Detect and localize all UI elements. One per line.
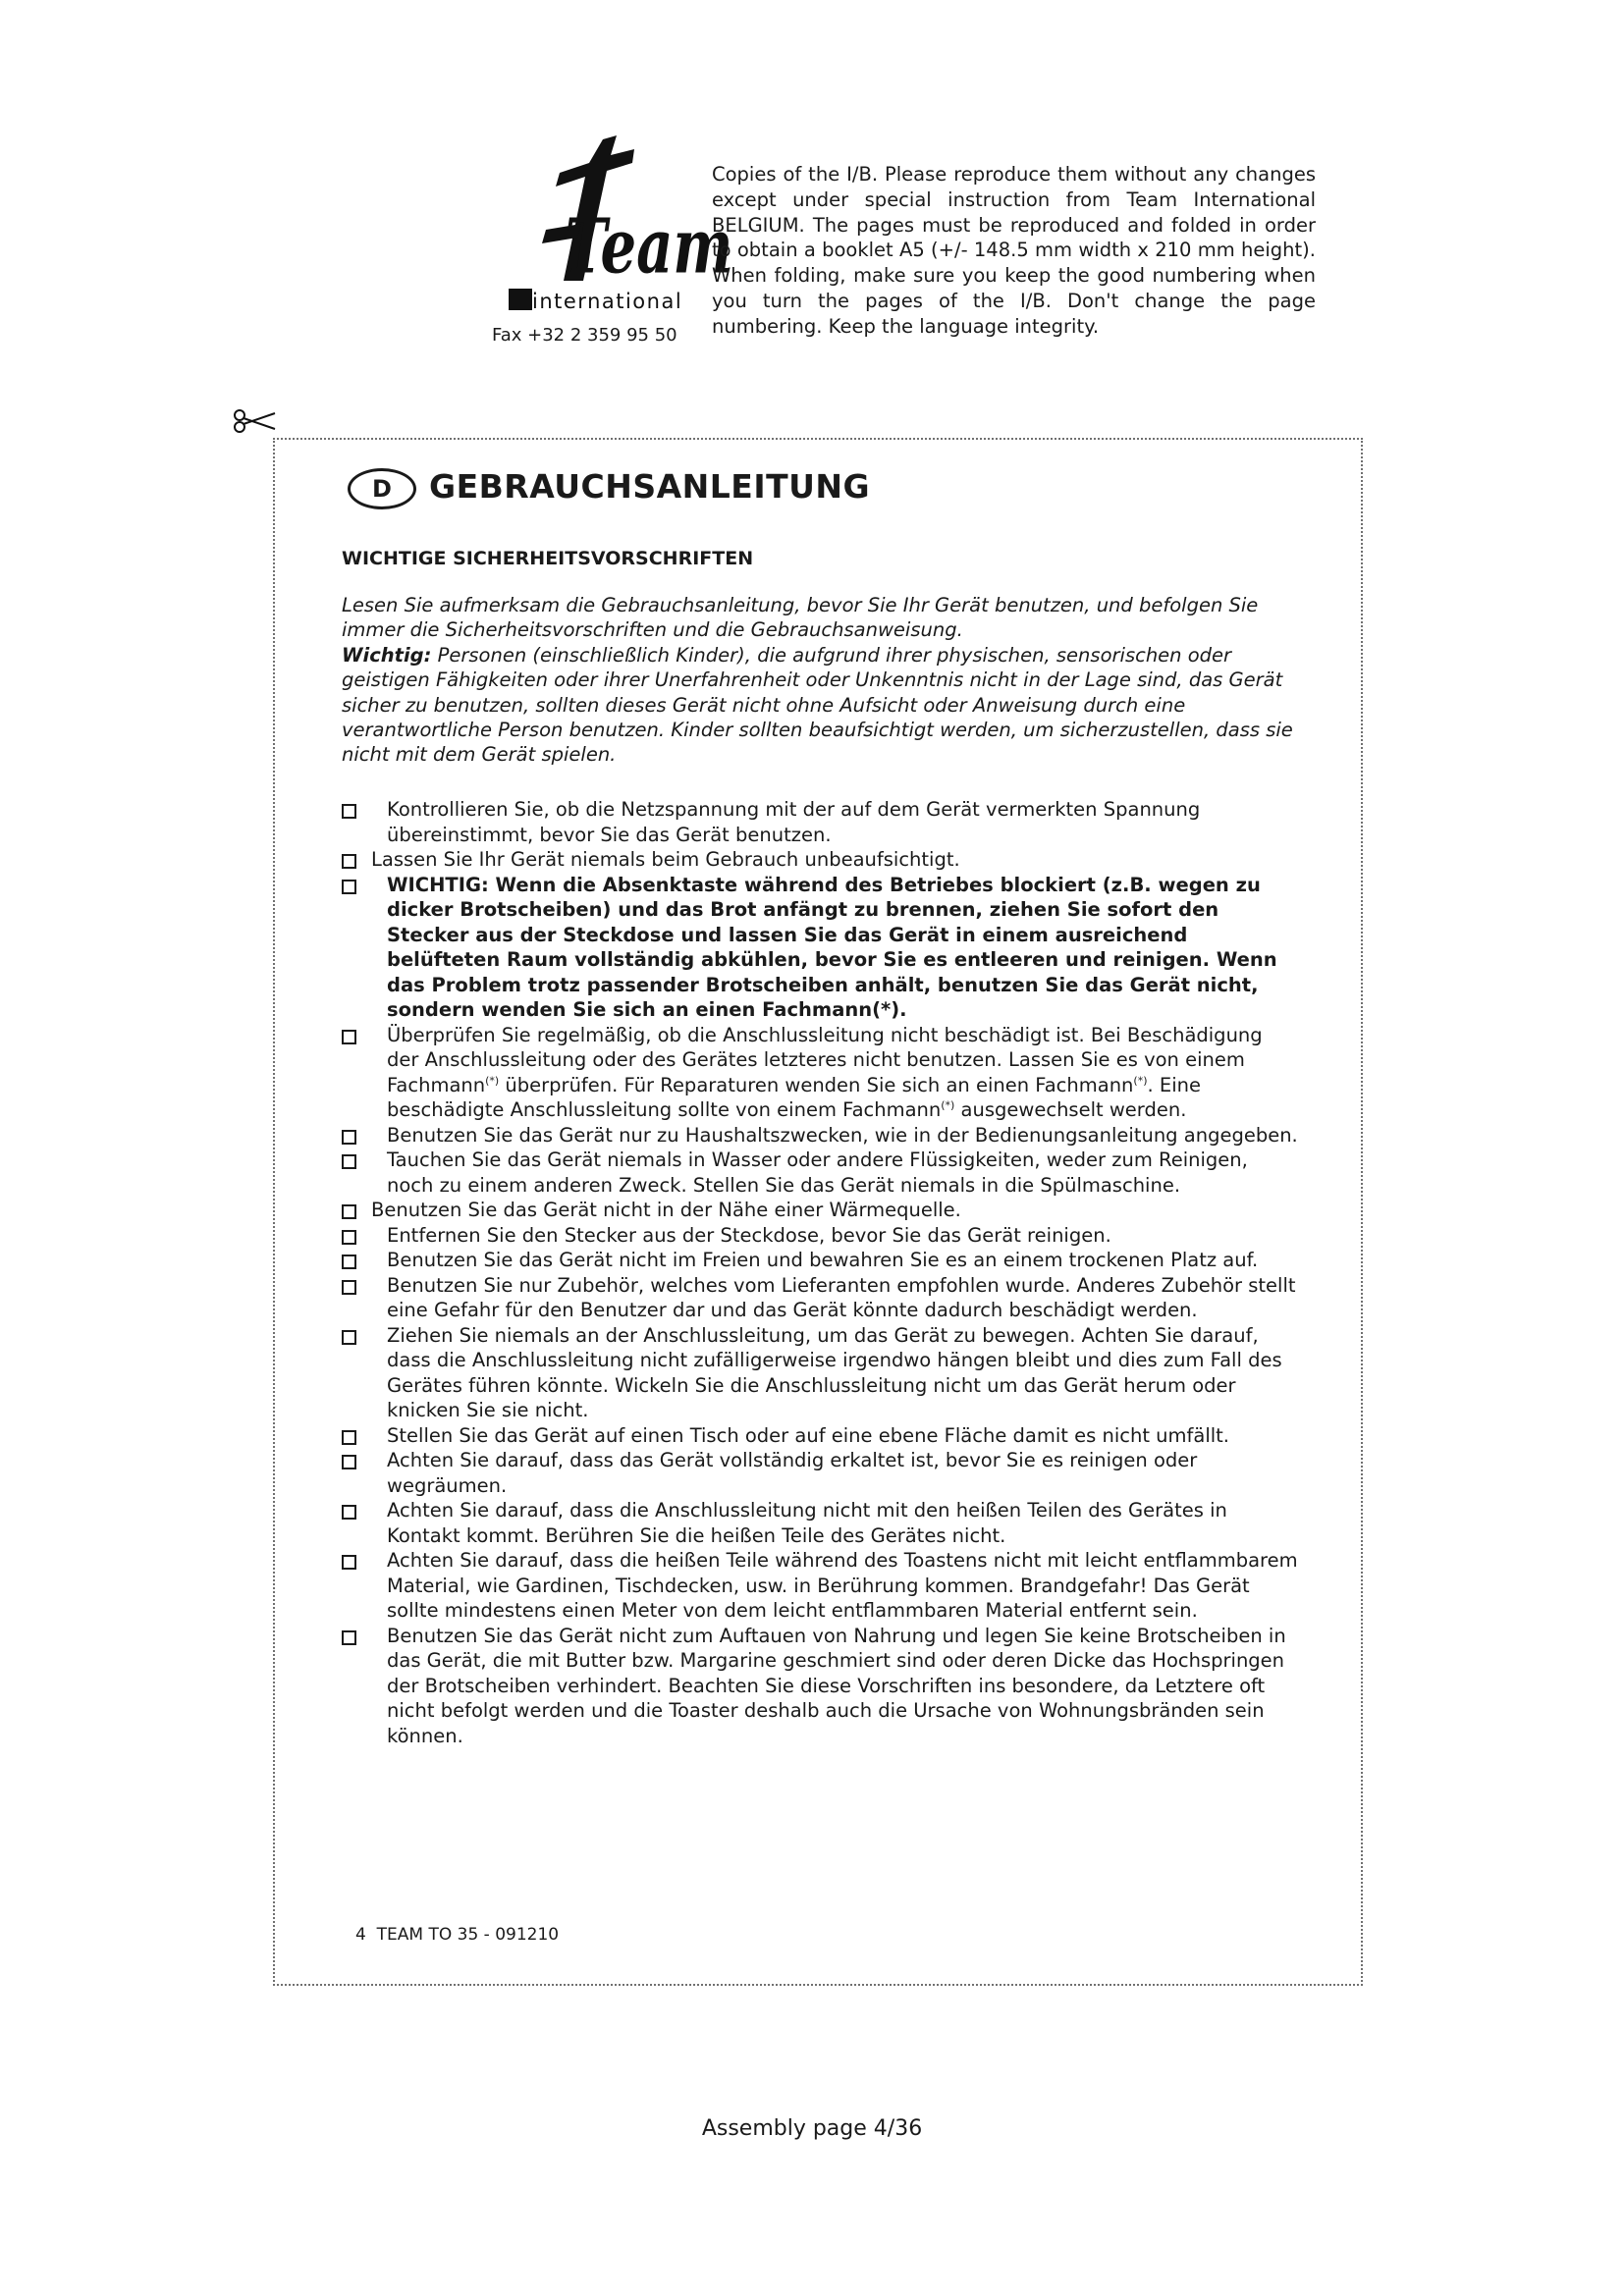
- checkbox-bullet-icon: [342, 880, 356, 894]
- list-item: Stellen Sie das Gerät auf einen Tisch oder auf eine ebene Fläche damit es nicht umfällt.: [342, 1423, 1300, 1449]
- checkbox-bullet-icon: [342, 1455, 356, 1469]
- checkbox-bullet-icon: [342, 854, 356, 869]
- list-item: Lassen Sie Ihr Gerät niemals beim Gebrauch unbeaufsichtigt.: [342, 847, 1300, 873]
- page-footer: [355, 1925, 559, 1945]
- important-text: Personen (einschließlich Kinder), die aufgrund ihrer physischen, sensorischen oder geistigen Fähigkeiten oder ihrer Unerfahrenheit oder Unkenntnis nicht in der Lage sind, das Gerät sicher zu benutzen, sollten dieses Gerät nicht ohne Aufsicht oder Anweisung durch eine verantwortliche Person benutzen. Kinder sollten beaufsichtigt werden, um sicherzustellen, dass sie nicht mit dem Gerät spielen.: [342, 643, 1293, 767]
- checkbox-bullet-icon: [342, 1255, 356, 1269]
- reproduction-instructions: Copies of the I/B. Please reproduce them without any changes except under special instruction from Team International BELGIUM. The pages must be reproduced and folded in order to obtain a booklet A5 (+/- 148.5 mm width x 210 mm height). When folding, make sure you keep the good numbering when you turn the pages of the I/B. Don't change the page numbering. Keep the language integrity.: [712, 163, 1316, 338]
- checkbox-bullet-icon: [342, 1030, 356, 1044]
- list-item: Achten Sie darauf, dass die Anschlussleitung nicht mit den heißen Teilen des Gerätes in Kontakt kommt. Berühren Sie die heißen Teile des Gerätes nicht.: [342, 1498, 1300, 1548]
- list-item: Benutzen Sie das Gerät nur zu Haushaltszwecken, wie in der Bedienungsanleitung angegeben.: [342, 1123, 1300, 1148]
- checkbox-bullet-icon: [342, 1555, 356, 1570]
- page-number: 4: [355, 1925, 366, 1945]
- intro-paragraph: Lesen Sie aufmerksam die Gebrauchsanleitung, bevor Sie Ihr Gerät benutzen, und befolgen Sie immer die Sicherheitsvorschriften und die Gebrauchsanweisung.: [342, 594, 1259, 642]
- checkbox-bullet-icon: [342, 804, 356, 819]
- list-item: Benutzen Sie nur Zubehör, welches vom Lieferanten empfohlen wurde. Anderes Zubehör stellt eine Gefahr für den Benutzer dar und das Gerät könnte dadurch beschädigt werden.: [342, 1273, 1300, 1323]
- list-item: Achten Sie darauf, dass das Gerät vollständig erkaltet ist, bevor Sie es reinigen oder wegräumen.: [342, 1448, 1300, 1498]
- list-item: Tauchen Sie das Gerät niemals in Wasser oder andere Flüssigkeiten, weder zum Reinigen, noch zu einem anderen Zweck. Stellen Sie das Gerät niemals in die Spülmaschine.: [342, 1148, 1300, 1198]
- list-item: Benutzen Sie das Gerät nicht zum Auftauen von Nahrung und legen Sie keine Brotscheiben in das Gerät, die mit Butter bzw. Margarine geschmiert sind oder deren Dicke das Hochspringen der Brotscheiben verhindert. Beachten Sie diese Vorschriften ins besondere, da Letztere oft nicht befolgt werden und die Toaster deshalb auch die Ursache von Wohnungsbränden sein können.: [342, 1624, 1300, 1749]
- intro-text: [342, 593, 1294, 768]
- important-label: Wichtig:: [342, 643, 432, 667]
- list-item: Achten Sie darauf, dass die heißen Teile während des Toastens nicht mit leicht entflammbarem Material, wie Gardinen, Tischdecken, usw. in Berührung kommen. Brandgefahr! Das Gerät sollte mindestens einen Meter von dem leicht entflammbaren Material entfernt sein.: [342, 1548, 1300, 1624]
- checkbox-bullet-icon: [342, 1280, 356, 1295]
- footnote-mark: (*): [1133, 1074, 1148, 1087]
- checkbox-bullet-icon: [342, 1430, 356, 1445]
- scissors-icon: [232, 406, 277, 436]
- section-heading: WICHTIGE SICHERHEITSVORSCHRIFTEN: [342, 548, 754, 569]
- footnote-mark: (*): [941, 1098, 955, 1112]
- checkbox-bullet-icon: [342, 1130, 356, 1145]
- team-international-logo: [487, 133, 733, 316]
- list-item: WICHTIG: Wenn die Absenktaste während des Betriebes blockiert (z.B. wegen zu dicker Brotscheiben) und das Brot anfängt zu brennen, ziehen Sie sofort den Stecker aus der Steckdose und lassen Sie das Gerät in einem ausreichend belüfteten Raum vollständig abkühlen, bevor Sie es entleeren und reinigen. Wenn das Problem trotz passender Brotscheiben anhält, benutzen Sie das Gerät nicht, sondern wenden Sie sich an einen Fachmann(*).: [342, 873, 1300, 1023]
- list-item: Benutzen Sie das Gerät nicht im Freien und bewahren Sie es an einem trockenen Platz auf.: [342, 1248, 1300, 1273]
- list-item: Überprüfen Sie regelmäßig, ob die Anschlussleitung nicht beschädigt ist. Bei Beschädigung der Anschlussleitung oder des Gerätes letzteres nicht benutzen. Lassen Sie es von einem Fachmann(*) überprüfen. Für Reparaturen wenden Sie sich an einen Fachmann(*). Eine beschädigte Anschlussleitung sollte von einem Fachmann(*) ausgewechselt werden.: [342, 1023, 1300, 1123]
- assembly-page-label: Assembly page 4/36: [701, 2116, 923, 2141]
- checkbox-bullet-icon: [342, 1204, 356, 1219]
- list-item: Entfernen Sie den Stecker aus der Steckdose, bevor Sie das Gerät reinigen.: [342, 1223, 1300, 1249]
- language-badge: D: [348, 468, 416, 509]
- logo-subword: international: [532, 290, 683, 313]
- checkbox-bullet-icon: [342, 1505, 356, 1520]
- list-item: Benutzen Sie das Gerät nicht in der Nähe einer Wärmequelle.: [342, 1198, 1300, 1223]
- list-item: Ziehen Sie niemals an der Anschlussleitung, um das Gerät zu bewegen. Achten Sie darauf, dass die Anschlussleitung nicht zufälligerweise irgendwo hängen bleibt und dies zum Fall des Gerätes führen könnte. Wickeln Sie die Anschlussleitung nicht um das Gerät herum oder knicken Sie sie nicht.: [342, 1323, 1300, 1423]
- checkbox-bullet-icon: [342, 1230, 356, 1245]
- model-code: TEAM TO 35 - 091210: [376, 1925, 560, 1945]
- important-paragraph: [342, 643, 1294, 768]
- page-title: GEBRAUCHSANLEITUNG: [429, 467, 871, 506]
- checkbox-bullet-icon: [342, 1154, 356, 1169]
- safety-list: [342, 797, 1300, 1748]
- checkbox-bullet-icon: [342, 1330, 356, 1345]
- fax-number: Fax +32 2 359 95 50: [492, 325, 677, 346]
- logo-word: Team: [565, 202, 733, 292]
- checkbox-bullet-icon: [342, 1630, 356, 1645]
- list-item: Kontrollieren Sie, ob die Netzspannung mit der auf dem Gerät vermerkten Spannung übereinstimmt, bevor Sie das Gerät benutzen.: [342, 797, 1300, 847]
- footnote-mark: (*): [485, 1074, 500, 1087]
